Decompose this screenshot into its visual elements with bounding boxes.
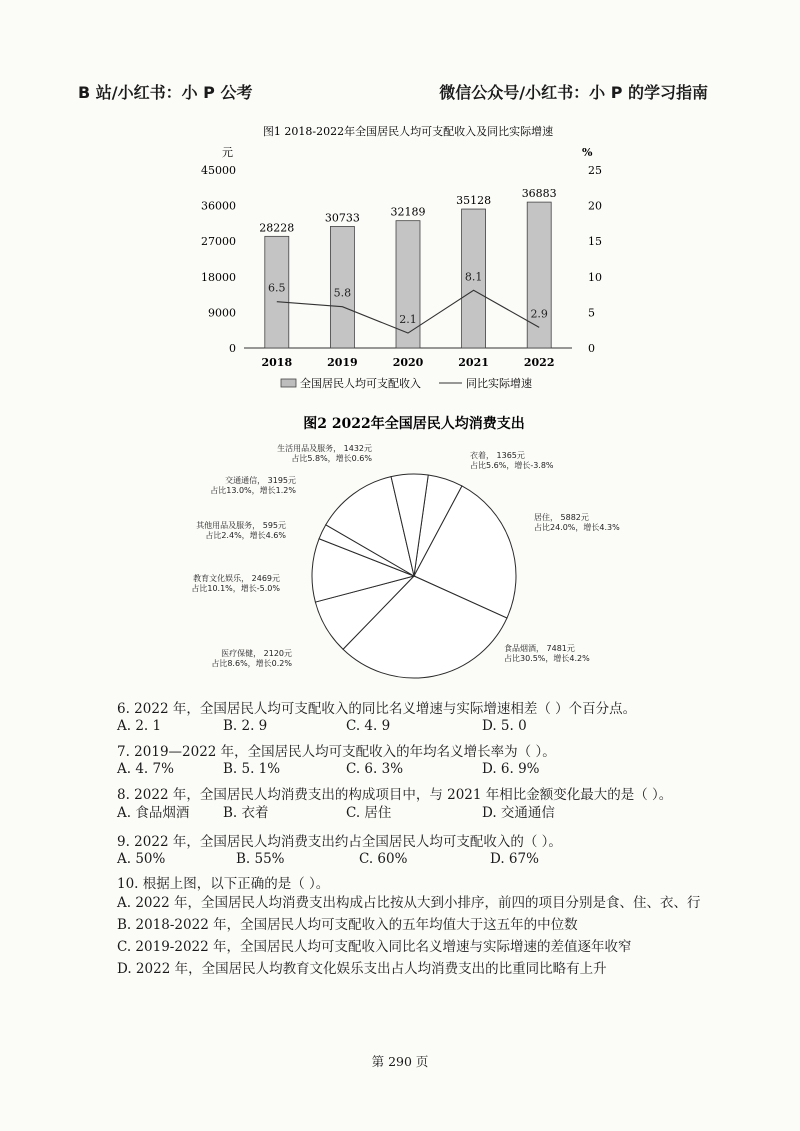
pie-slice-label: 教育文化娱乐， 2469元 xyxy=(193,574,280,583)
answer-option[interactable]: D. 6. 9% xyxy=(482,761,540,777)
chart1-title: 图1 2018-2022年全国居民人均可支配收入及同比实际增速 xyxy=(262,125,554,138)
header-right-text: 微信公众号/小红书：小 P 的学习指南 xyxy=(439,83,708,102)
income-bar-label: 36883 xyxy=(521,187,557,201)
right-axis-unit: % xyxy=(582,146,593,159)
income-bar-label: 30733 xyxy=(324,211,360,225)
left-axis-unit: 元 xyxy=(222,146,233,159)
growth-rate-label: 8.1 xyxy=(464,270,483,284)
pie-slice-sublabel: 占比8.6%，增长0.2% xyxy=(211,659,292,668)
growth-rate-label: 2.1 xyxy=(399,313,417,327)
answer-option[interactable]: A. 4. 7% xyxy=(117,761,174,777)
x-tick-label: 2019 xyxy=(327,356,358,369)
income-bar-label: 35128 xyxy=(456,194,492,208)
right-tick-label: 20 xyxy=(588,199,602,213)
answer-option[interactable]: A. 2. 1 xyxy=(117,718,162,734)
answer-option[interactable]: A. 2022 年，全国居民人均消费支出构成占比按从大到小排序，前四的项目分别是食、住、衣、行 xyxy=(117,895,701,911)
answer-option[interactable]: C. 居住 xyxy=(346,805,392,821)
header-left-text: B 站/小红书：小 P 公考 xyxy=(78,83,253,102)
growth-rate-label: 5.8 xyxy=(333,286,352,300)
left-tick-label: 0 xyxy=(229,342,236,355)
pie-slice-sublabel: 占比24.0%，增长4.3% xyxy=(534,523,620,532)
answer-option[interactable]: D. 交通通信 xyxy=(482,805,555,821)
right-tick-label: 0 xyxy=(588,342,595,355)
question-stem: 8. 2022 年，全国居民人均消费支出的构成项目中，与 2021 年相比金额变化最大的是（ ）。 xyxy=(117,787,673,803)
x-tick-label: 2022 xyxy=(523,356,555,369)
legend-line-label: 同比实际增速 xyxy=(466,377,532,390)
right-tick-label: 25 xyxy=(588,164,602,177)
answer-option[interactable]: B. 5. 1% xyxy=(223,761,281,777)
pie-slice-label: 衣着， 1365元 xyxy=(470,451,525,460)
pie-slice-label: 食品烟酒， 7481元 xyxy=(504,644,575,653)
answer-option[interactable]: B. 衣着 xyxy=(223,805,269,821)
pie-slice-label: 交通通信， 3195元 xyxy=(225,476,296,485)
left-tick-label: 45000 xyxy=(201,164,236,177)
question-stem: 9. 2022 年，全国居民人均消费支出约占全国居民人均可支配收入的（ ）。 xyxy=(117,834,562,850)
legend-bar-label: 全国居民人均可支配收入 xyxy=(300,377,421,390)
pie-slice-sublabel: 占比5.6%，增长-3.8% xyxy=(470,461,554,470)
answer-option[interactable]: A. 食品烟酒 xyxy=(117,805,190,821)
answer-option[interactable]: D. 2022 年，全国居民人均教育文化娱乐支出占人均消费支出的比重同比略有上升 xyxy=(117,961,607,977)
pie-slice-label: 生活用品及服务， 1432元 xyxy=(277,444,372,453)
answer-option[interactable]: C. 4. 9 xyxy=(346,718,391,734)
pie-slice-label: 其他用品及服务， 595元 xyxy=(196,521,286,530)
pie-slice-sublabel: 占比2.4%，增长4.6% xyxy=(205,531,286,540)
answer-option[interactable]: D. 5. 0 xyxy=(482,718,527,734)
growth-rate-label: 2.9 xyxy=(530,307,548,321)
left-tick-label: 27000 xyxy=(201,235,236,249)
right-tick-label: 5 xyxy=(588,306,595,320)
x-tick-label: 2020 xyxy=(392,356,424,369)
x-tick-label: 2018 xyxy=(261,356,293,369)
growth-rate-label: 6.5 xyxy=(268,281,286,295)
answer-option[interactable]: C. 2019-2022 年，全国居民人均可支配收入同比名义增速与实际增速的差值逐年收窄 xyxy=(117,939,632,955)
left-tick-label: 18000 xyxy=(201,270,236,284)
pie-slice-label: 医疗保健， 2120元 xyxy=(221,649,292,658)
income-bar-label: 32189 xyxy=(390,205,426,219)
answer-option[interactable]: D. 67% xyxy=(490,851,539,867)
right-tick-label: 15 xyxy=(588,235,602,249)
answer-option[interactable]: B. 55% xyxy=(236,851,285,867)
question-stem: 7. 2019—2022 年，全国居民人均可支配收入的年均名义增长率为（ ）。 xyxy=(117,744,556,760)
pie-slice-sublabel: 占比13.0%，增长1.2% xyxy=(210,486,296,495)
left-tick-label: 36000 xyxy=(201,199,236,213)
answer-option[interactable]: B. 2. 9 xyxy=(223,718,268,734)
pie-slice-label: 居住， 5882元 xyxy=(534,513,589,522)
income-bar-label: 28228 xyxy=(259,221,295,235)
question-stem: 6. 2022 年，全国居民人均可支配收入的同比名义增速与实际增速相差（ ）个百分点。 xyxy=(117,701,637,717)
x-tick-label: 2021 xyxy=(458,356,489,369)
right-tick-label: 10 xyxy=(588,270,602,284)
question-stem: 10. 根据上图，以下正确的是（ ）。 xyxy=(117,876,330,892)
answer-option[interactable]: B. 2018-2022 年，全国居民人均可支配收入的五年均值大于这五年的中位数 xyxy=(117,917,578,933)
answer-option[interactable]: A. 50% xyxy=(117,851,166,867)
chart2-title: 图2 2022年全国居民人均消费支出 xyxy=(303,416,525,432)
answer-option[interactable]: C. 60% xyxy=(359,851,408,867)
pie-slice-sublabel: 占比10.1%，增长-5.0% xyxy=(191,584,280,593)
pie-slice-sublabel: 占比30.5%，增长4.2% xyxy=(504,654,590,663)
pie-slice-sublabel: 占比5.8%，增长0.6% xyxy=(291,454,372,463)
left-tick-label: 9000 xyxy=(208,306,236,320)
page-number: 第 290 页 xyxy=(371,1054,429,1069)
answer-option[interactable]: C. 6. 3% xyxy=(346,761,404,777)
